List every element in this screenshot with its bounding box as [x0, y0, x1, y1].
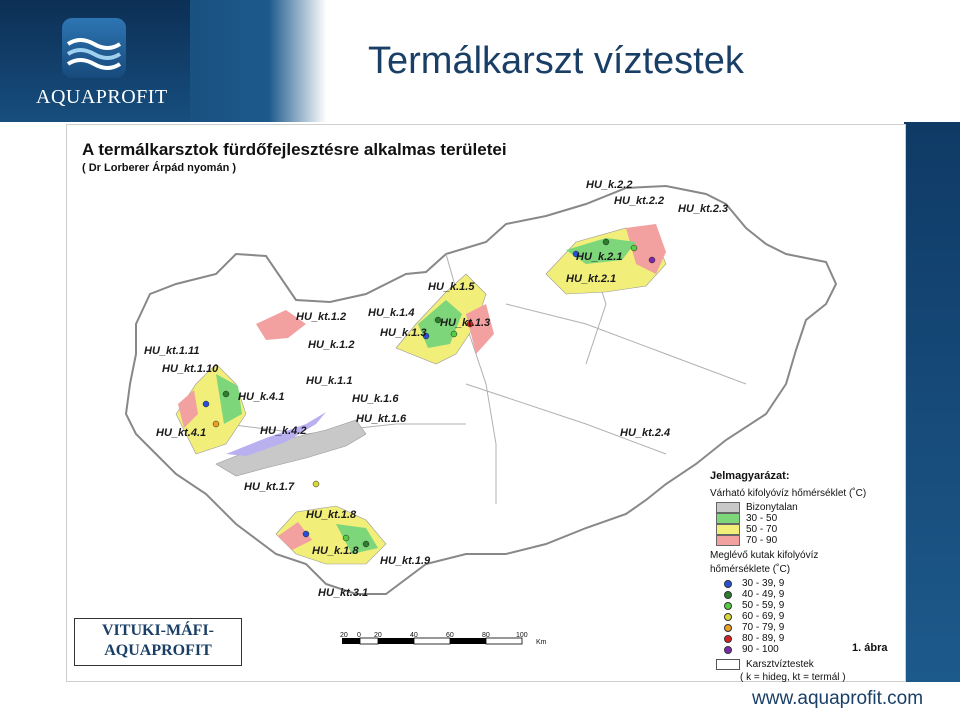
karst-swatch: [716, 659, 740, 670]
map-label: HU_kt.1.2: [296, 311, 347, 323]
scale-tick: 100: [516, 632, 528, 639]
legend-zone-label: 30 - 50: [746, 513, 778, 524]
legend-zone-header: Várható kifolyóvíz hőmérséklet (˚C): [710, 488, 867, 499]
legend-well-label: 80 - 89, 9: [742, 633, 785, 644]
zone-swatch: [716, 513, 740, 524]
stamp-line-1: VITUKI-MÁFI-: [102, 622, 214, 639]
legend-zone-label: 70 - 90: [746, 535, 778, 546]
map-label: HU_kt.1.10: [162, 363, 219, 375]
legend-title: Jelmagyarázat:: [710, 470, 790, 482]
legend-karst-label: Karsztvíztestek: [746, 659, 814, 670]
map-label: HU_kt.1.8: [306, 509, 357, 521]
legend-well-label: 30 - 39, 9: [742, 578, 785, 589]
legend-zone-row: [710, 524, 900, 535]
zone-swatch: [716, 535, 740, 546]
map-label: HU_kt.2.2: [614, 195, 665, 207]
legend-well-header-1: Meglévő kutak kifolyóvíz: [710, 550, 819, 561]
map-label: HU_kt.1.3: [440, 317, 491, 329]
map-label: HU_kt.2.3: [678, 203, 729, 215]
map-label: HU_k.2.1: [576, 251, 623, 263]
brand-name: AQUAPROFIT: [36, 86, 168, 108]
map-label: HU_kt.1.6: [356, 413, 407, 425]
legend-well-header-2: hőmérséklete (˚C): [710, 564, 791, 575]
map-label: HU_kt.3.1: [318, 587, 369, 599]
scale-bar: [340, 632, 560, 656]
map-label: HU_k.1.5: [428, 281, 475, 293]
map-label: HU_kt.1.9: [380, 555, 431, 567]
legend-karst: [710, 659, 900, 670]
map-label: HU_k.1.6: [352, 393, 399, 405]
map-label: HU_k.4.1: [238, 391, 285, 403]
map-label: HU_k.1.4: [368, 307, 415, 319]
source-stamp: [74, 618, 242, 666]
map-label: HU_kt.1.7: [244, 481, 295, 493]
wave-logo-icon: [62, 18, 126, 78]
map-label: HU_kt.2.4: [620, 427, 671, 439]
map-label: HU_k.1.2: [308, 339, 355, 351]
legend-well-label: 40 - 49, 9: [742, 589, 785, 600]
legend-well-label: 90 - 100: [742, 644, 779, 655]
figure-label: 1. ábra: [852, 642, 888, 654]
well-dot-icon: [724, 591, 732, 599]
legend-well-row: [710, 578, 900, 589]
side-band: [904, 122, 960, 682]
legend-zone-row: [710, 502, 900, 513]
scale-tick: 80: [482, 632, 490, 639]
legend-well-label: 70 - 79, 9: [742, 622, 785, 633]
legend-zone-row: [710, 535, 900, 546]
legend-karst-note: ( k = hideg, kt = termál ): [740, 672, 846, 683]
map-label: HU_kt.2.1: [566, 273, 617, 285]
scale-unit: Km: [536, 639, 547, 646]
stamp-line-2: AQUAPROFIT: [104, 642, 212, 659]
map-label: HU_k.1.3: [380, 327, 427, 339]
map-title: A termálkarsztok fürdőfejlesztésre alkalmas területei: [82, 140, 507, 159]
well-dot-icon: [724, 635, 732, 643]
legend-well-row: [710, 600, 900, 611]
scale-tick: 40: [410, 632, 418, 639]
legend-well-row: [710, 589, 900, 600]
scale-tick: 20: [340, 632, 348, 639]
well-dot-icon: [724, 602, 732, 610]
legend-zone-label: Bizonytalan: [746, 502, 798, 513]
legend-zone-row: [710, 513, 900, 524]
well-dot-icon: [724, 580, 732, 588]
zone-swatch: [716, 502, 740, 513]
legend-well-row: [710, 622, 900, 633]
legend-well-label: 60 - 69, 9: [742, 611, 785, 622]
well-dot-icon: [724, 613, 732, 621]
well-dot-icon: [724, 624, 732, 632]
page-title: Termálkarszt víztestek: [368, 40, 744, 82]
scale-tick: 20: [374, 632, 382, 639]
zone-swatch: [716, 524, 740, 535]
map-label: HU_k.1.8: [312, 545, 359, 557]
map-label: HU_k.1.1: [306, 375, 353, 387]
map-label: HU_k.2.2: [586, 179, 633, 191]
map-label: HU_kt.4.1: [156, 427, 207, 439]
scale-tick: 60: [446, 632, 454, 639]
map-subtitle: ( Dr Lorberer Árpád nyomán ): [82, 162, 237, 174]
map-label: HU_kt.1.11: [144, 345, 200, 357]
legend-well-label: 50 - 59, 9: [742, 600, 785, 611]
well-dot-icon: [724, 646, 732, 654]
map-label: HU_k.4.2: [260, 425, 307, 437]
logo: [0, 0, 190, 122]
footer-url: www.aquaprofit.com: [752, 688, 924, 709]
scale-tick: 0: [357, 632, 361, 639]
legend-zone-label: 50 - 70: [746, 524, 778, 535]
legend-well-row: [710, 611, 900, 622]
